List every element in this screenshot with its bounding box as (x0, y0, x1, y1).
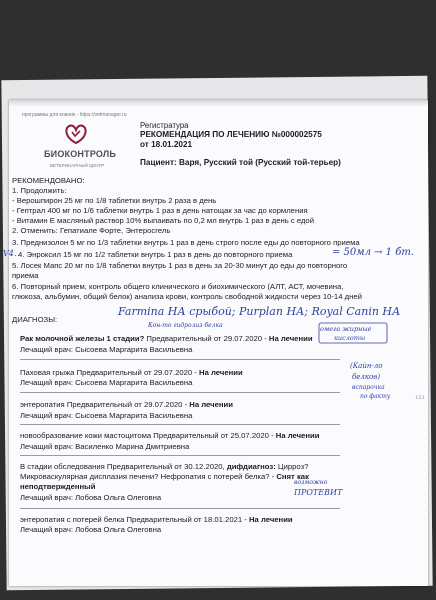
handwritten-v-mark: V4. (3, 249, 17, 258)
handwritten-omega: омега жирные (320, 325, 372, 333)
document-title: РЕКОМЕНДАЦИЯ ПО ЛЕЧЕНИЮ №000002575 (140, 130, 322, 139)
diagnosis-doctor: Лечащий врач: Сысоева Маргарита Васильевна (20, 378, 193, 387)
biokontrol-logo-icon (62, 123, 90, 145)
rec-line: 6. Повторный прием, контроль общего клинического и биохимического (АЛТ, АСТ, мочевина, (12, 282, 344, 291)
diagnosis-line (20, 472, 309, 481)
diagnosis-prelim: Предварительный от 29.07.2020 - (64, 400, 190, 409)
rec-line: - Витамин Е масляный раствор 10% выпаивать по 0,2 мл внутрь 1 раз в день с едой (12, 216, 314, 225)
rec-line: 2. Отменить: Гепатиале Форте, Энтеросгель (12, 226, 171, 235)
diagnosis-title: энтеропатия с потерей белка (20, 515, 125, 524)
diagnosis-divider (20, 508, 340, 509)
patient-line: Пациент: Варя, Русский той (Русский той-терьер) (140, 158, 341, 167)
diagnosis-4 (20, 431, 319, 440)
program-line: программы для клиник - https://vetmanager.ru (22, 112, 127, 118)
diagnosis-5 (20, 462, 308, 471)
diagnosis-line: неподтвержденный (20, 482, 96, 491)
rec-line: глюкоза, альбумин, общий белок) анализа крови, контроль свободной жидкости через 10-14 дней (12, 292, 362, 301)
handwritten-number: 153 (415, 395, 425, 401)
diagnosis-status: На лечении (199, 368, 243, 377)
diagnosis-extra: дифдиагноз: (226, 462, 276, 471)
diagnosis-prelim: Предварительный от 30.12.2020, (104, 462, 227, 471)
rec-line: 4. Энроксил 15 мг по 1/2 таблетки внутрь 1 раз в день до повторного приема (18, 250, 293, 259)
handwritten-omega: кислоты (334, 334, 366, 342)
diagnosis-1 (20, 334, 313, 343)
diagnoses-heading: ДИАГНОЗЫ: (12, 315, 58, 324)
diagnosis-status: На лечении (268, 334, 313, 343)
diagnosis-doctor: Лечащий врач: Лобова Ольга Олеговна (20, 493, 162, 502)
diagnosis-2 (20, 368, 243, 377)
handwritten-foods: Farmina НА срыбой; Purplan НА; Royal Canin НА (118, 305, 401, 318)
diagnosis-status: На лечении (189, 400, 233, 409)
handwritten-meat-note: Кон-то гидролиз белка (148, 322, 223, 329)
diagnosis-6 (20, 515, 293, 524)
diagnosis-status: Снят как (276, 472, 309, 481)
brand-name: БИОКОНТРОЛЬ (44, 149, 117, 159)
handwritten-bottom-note: возможно (294, 479, 328, 486)
diagnosis-divider (20, 424, 340, 425)
diagnosis-prelim: Предварительный от 18.01.2021 - (124, 515, 249, 524)
diagnosis-prelim: Предварительный от 29.07.2020 - (144, 334, 269, 343)
diagnosis-title: Паховая грыжа (20, 368, 75, 377)
handwritten-side-note: по факту (360, 393, 391, 400)
diagnosis-divider (20, 359, 340, 360)
diagnosis-status: На лечении (275, 431, 320, 440)
rec-line: 3. Преднизолон 5 мг по 1/3 таблетки внутрь 1 раз в день строго после еды до повторного приема (12, 238, 360, 247)
brand-subtitle: ВЕТЕРИНАРНЫЙ ЦЕНТР (50, 163, 105, 168)
diagnosis-doctor: Лечащий врач: Лобова Ольга Олеговна (20, 525, 162, 534)
handwritten-side-note: белков) (352, 373, 381, 381)
diagnosis-divider (20, 392, 340, 393)
rec-line: 1. Продолжить: (12, 186, 67, 195)
document-date: от 18.01.2021 (140, 140, 193, 149)
diagnosis-title: энтеропатия (20, 400, 65, 409)
diagnosis-divider (20, 455, 340, 456)
diagnosis-line2: Микроваскулярная дисплазия печени? Нефропатия с потерей белка? - (20, 472, 277, 481)
diagnosis-doctor: Лечащий врач: Василенко Марина Дмитриевна (20, 442, 190, 451)
recommendations-heading: РЕКОМЕНДОВАНО: (12, 176, 85, 185)
rec-line: приема (12, 271, 39, 280)
rec-line: 5. Лосек Мапс 20 мг по 1/8 таблетки внутрь 1 раз в день за 20-30 минут до еды до повторного (12, 261, 348, 270)
handwritten-side-note: (Кайн-ло (350, 362, 383, 370)
diagnosis-title: В стадии обследования (20, 462, 105, 471)
diagnosis-prelim: Предварительный от 29.07.2020 - (74, 368, 200, 377)
diagnosis-extra: Цирроз? (275, 462, 309, 471)
registry-label: Регистратура (140, 121, 189, 130)
diagnosis-doctor: Лечащий врач: Сысоева Маргарита Васильевна (20, 345, 193, 354)
rec-line: - Гептрал 400 мг по 1/6 таблетки внутрь 1 раз в день натощак за час до кормления (12, 206, 308, 215)
handwritten-dose-note: = 50мл → 1 бт. (332, 247, 414, 258)
diagnosis-status: На лечении (248, 515, 293, 524)
diagnosis-3 (20, 400, 233, 409)
handwritten-side-note: вспарочка (352, 384, 385, 391)
diagnosis-prelim: Предварительный от 25.07.2020 - (151, 431, 276, 440)
diagnosis-title: Рак молочной железы 1 стадии? (20, 334, 145, 343)
diagnosis-doctor: Лечащий врач: Сысоева Маргарита Васильевна (20, 411, 193, 420)
diagnosis-title: новообразование кожи мастоцитома (20, 431, 152, 440)
handwritten-bottom-note: ПРОТЕВИТ (294, 488, 343, 497)
rec-line: - Верошпирон 25 мг по 1/8 таблетки внутрь 2 раза в день (12, 196, 217, 205)
